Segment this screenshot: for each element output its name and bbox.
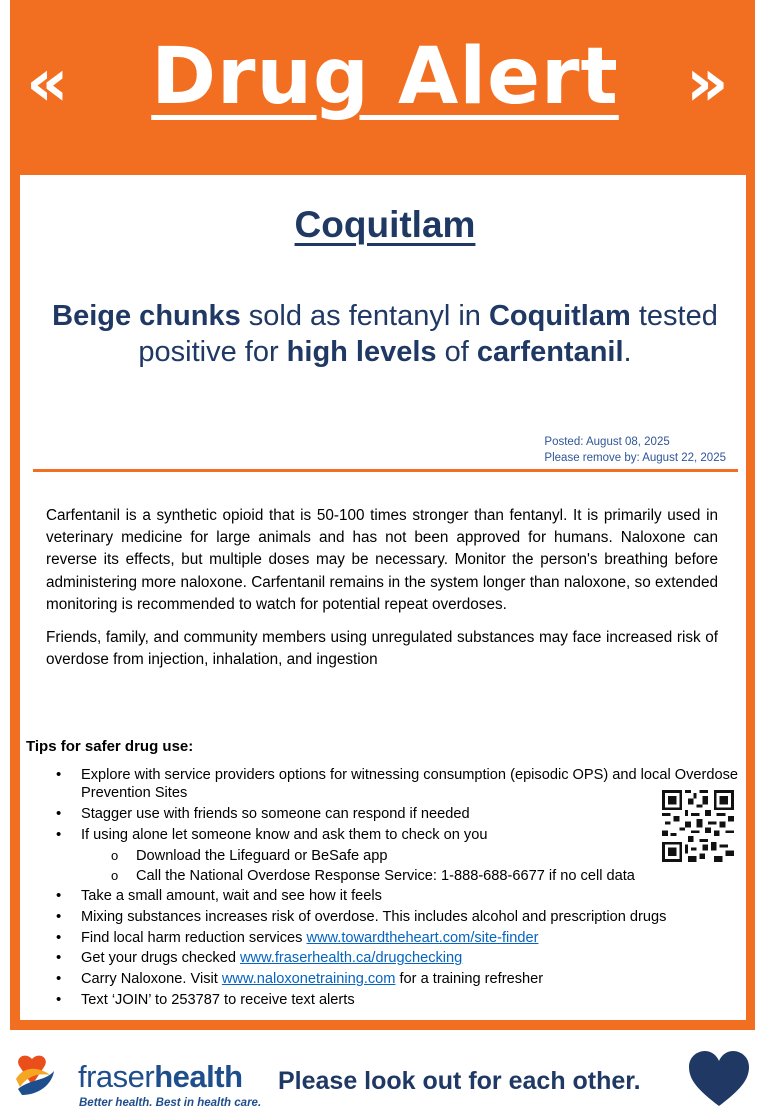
tip-text: Carry Naloxone. Visit	[81, 971, 222, 988]
page-title-text: Drug Alert	[151, 32, 619, 122]
headline-text-2: tested positive for	[138, 300, 718, 368]
headline-substance: Beige chunks	[52, 300, 241, 332]
tips-list	[56, 766, 746, 1012]
heart-icon	[688, 1050, 750, 1108]
tip-text: for a training refresher	[395, 971, 544, 988]
divider-line	[33, 469, 738, 472]
qr-code-icon[interactable]	[662, 790, 734, 862]
tip-item: • Mixing substances increases risk of overdose. This includes alcohol and prescription drugs	[56, 908, 746, 926]
alert-headline	[25, 298, 745, 370]
alert-body	[46, 505, 718, 682]
page-title	[0, 22, 770, 132]
tip-item	[56, 970, 746, 988]
footer-slogan: Please look out for each other.	[278, 1067, 641, 1095]
tip-item	[56, 929, 746, 947]
tip-item: • Stagger use with friends so someone can respond if needed	[56, 805, 746, 823]
drugchecking-link[interactable]: www.fraserhealth.ca/drugchecking	[240, 950, 463, 967]
remove-by-date: Please remove by: August 22, 2025	[544, 452, 726, 464]
naloxone-training-link[interactable]: www.naloxonetraining.com	[221, 971, 396, 988]
body-paragraph-2: Friends, family, and community members using unregulated substances may face increased risk of overdose from injection, inhalation, and ingestion	[46, 629, 718, 669]
headline-text-3: of	[436, 336, 477, 368]
headline-text-1: sold as fentanyl in	[240, 300, 489, 332]
tip-item: • If using alone let someone know and ask them to check on you	[56, 826, 746, 844]
brand-name-part2: health	[154, 1059, 243, 1094]
tip-text: Get your drugs checked	[81, 950, 240, 967]
right-quote-mark: »	[686, 44, 729, 121]
headline-city: Coquitlam	[488, 300, 631, 332]
posted-date: Posted: August 08, 2025	[544, 436, 670, 448]
tip-item: • Text ‘JOIN’ to 253787 to receive text alerts	[56, 991, 746, 1009]
tip-item: • Explore with service providers options for witnessing consumption (episodic OPS) and local Overdose Prevention Sites	[56, 766, 746, 802]
tip-text: Find local harm reduction services	[81, 929, 307, 946]
tip-subitem: o Call the National Overdose Response Service: 1-888-688-6677 if no cell data	[56, 867, 746, 885]
left-quote-mark: «	[26, 44, 69, 121]
headline-level: high levels	[286, 336, 437, 368]
city-heading: Coquitlam	[294, 204, 476, 245]
tip-item	[56, 949, 746, 967]
tip-subitem: o Download the Lifeguard or BeSafe app	[56, 847, 746, 865]
tips-heading: Tips for safer drug use:	[26, 738, 194, 755]
brand-tagline: Better health. Best in health care.	[79, 1097, 262, 1109]
tip-item: • Take a small amount, wait and see how it feels	[56, 887, 746, 905]
brand-name-part1: fraser	[78, 1059, 155, 1094]
posted-dates	[544, 434, 726, 466]
headline-end: .	[623, 336, 632, 368]
headline-drug: carfentanil	[476, 336, 624, 368]
site-finder-link[interactable]: www.towardtheheart.com/site-finder	[306, 929, 539, 946]
brand-name	[78, 1057, 243, 1097]
body-paragraph-1: Carfentanil is a synthetic opioid that is 50-100 times stronger than fentanyl. It is primarily used in veterinary medicine for large animals and has not been approved for humans. Naloxone can reverse its effects, but multiple doses may be necessary. Monitor the person's breathing before administering more naloxone. Carfentanil remains in the system longer than naloxone, so extended monitoring is recommended to watch for potential repeat overdoses.	[46, 507, 718, 613]
